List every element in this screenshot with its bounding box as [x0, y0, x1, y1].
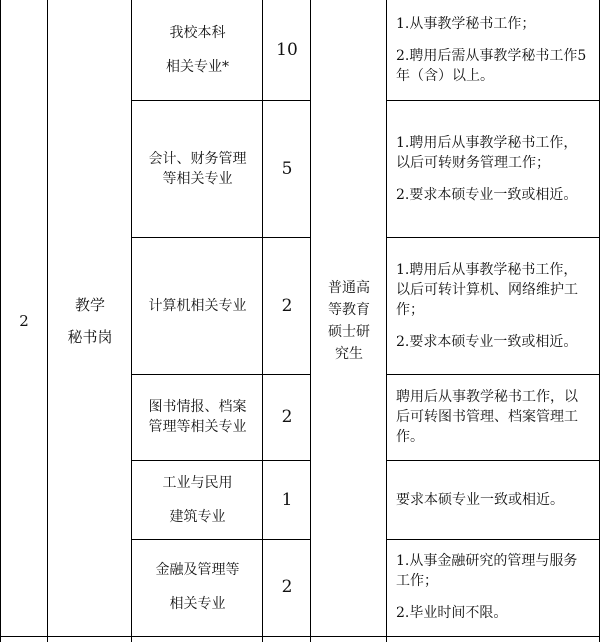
- grid-line-horizontal: [0, 636, 600, 637]
- grid-line-horizontal: [131, 374, 311, 375]
- requirements-cell: [387, 374, 599, 460]
- count-cell: [263, 237, 311, 374]
- major-line: 相关专业: [169, 596, 226, 612]
- education-line-1: 普通高: [328, 280, 370, 296]
- major-cell: [132, 100, 263, 237]
- grid-line-horizontal: [131, 539, 311, 540]
- grid-line-vertical: [0, 0, 1, 642]
- grid-line-vertical: [47, 0, 48, 642]
- major-cell: [132, 374, 263, 460]
- grid-line-horizontal: [386, 237, 600, 238]
- major-line: 相关专业*: [166, 59, 229, 75]
- position-line-1: 教学: [74, 296, 105, 314]
- headcount: 1: [281, 489, 293, 510]
- major-line: 我校本科: [169, 25, 226, 41]
- grid-line-vertical: [386, 0, 387, 642]
- requirement-item: 1.从事教学秘书工作；: [396, 16, 536, 32]
- grid-line-horizontal: [131, 237, 311, 238]
- grid-line-vertical: [262, 0, 263, 642]
- major-line: 建筑专业: [169, 508, 226, 525]
- headcount: 5: [281, 158, 293, 179]
- major-cell: [132, 460, 263, 539]
- count-cell: [263, 100, 311, 237]
- requirement-item: 要求本硕专业一致或相近。: [396, 491, 564, 508]
- requirements-cell: [387, 539, 599, 635]
- major-cell: [132, 237, 263, 374]
- headcount: 2: [281, 577, 293, 597]
- requirements-cell: [387, 0, 599, 100]
- grid-line-horizontal: [131, 460, 311, 461]
- major-line: 会计、财务管理: [148, 150, 247, 167]
- major-line: 图书情报、档案: [148, 399, 247, 415]
- count-cell: [263, 374, 311, 460]
- grid-line-horizontal: [386, 539, 600, 540]
- row-number-cell: [0, 0, 48, 642]
- education-cell: [311, 0, 387, 642]
- grid-line-horizontal: [386, 460, 600, 461]
- requirement-item: 1.聘用后从事教学秘书工作，以后可转财务管理工作；: [396, 134, 578, 171]
- requirement-item: 2.毕业时间不限。: [396, 605, 508, 621]
- major-cell: [132, 539, 263, 635]
- grid-line-vertical: [131, 0, 132, 642]
- requirement-item: 聘用后从事教学秘书工作，以后可转图书管理、档案管理工作。: [396, 389, 578, 445]
- requirement-item: 2.要求本硕专业一致或相近。: [396, 186, 578, 203]
- major-line: 计算机相关专业: [148, 297, 247, 314]
- row-number: 2: [19, 312, 29, 330]
- grid-line-vertical: [599, 0, 600, 642]
- count-cell: [263, 0, 311, 100]
- requirement-item: 1.从事金融研究的管理与服务工作；: [396, 553, 578, 589]
- position-line-2: 秘书岗: [67, 328, 113, 346]
- grid-line-horizontal: [386, 100, 600, 101]
- requirements-cell: [387, 237, 599, 374]
- education-line-4: 究生: [335, 346, 363, 362]
- requirements-cell: [387, 460, 599, 539]
- grid-line-horizontal: [386, 374, 600, 375]
- major-line: 工业与民用: [162, 474, 233, 491]
- requirement-item: 2.要求本硕专业一致或相近。: [396, 333, 578, 350]
- major-line: 管理等相关专业: [148, 419, 247, 435]
- count-cell: [263, 460, 311, 539]
- headcount: 2: [281, 407, 293, 427]
- education-line-2: 等教育: [328, 302, 370, 318]
- grid-line-vertical: [310, 0, 311, 642]
- count-cell: [263, 539, 311, 635]
- position-cell: [48, 0, 132, 642]
- major-line: 等相关专业: [162, 170, 233, 187]
- grid-line-horizontal: [131, 100, 311, 101]
- headcount: 10: [276, 40, 298, 60]
- requirements-cell: [387, 100, 599, 237]
- headcount: 2: [281, 295, 293, 316]
- requirement-item: 2.聘用后需从事教学秘书工作5年（含）以上。: [396, 48, 587, 84]
- major-line: 金融及管理等: [155, 562, 240, 578]
- requirement-item: 1.聘用后从事教学秘书工作，以后可转计算机、网络维护工作；: [396, 261, 578, 318]
- education-line-3: 硕士研: [328, 324, 370, 340]
- major-cell: [132, 0, 263, 100]
